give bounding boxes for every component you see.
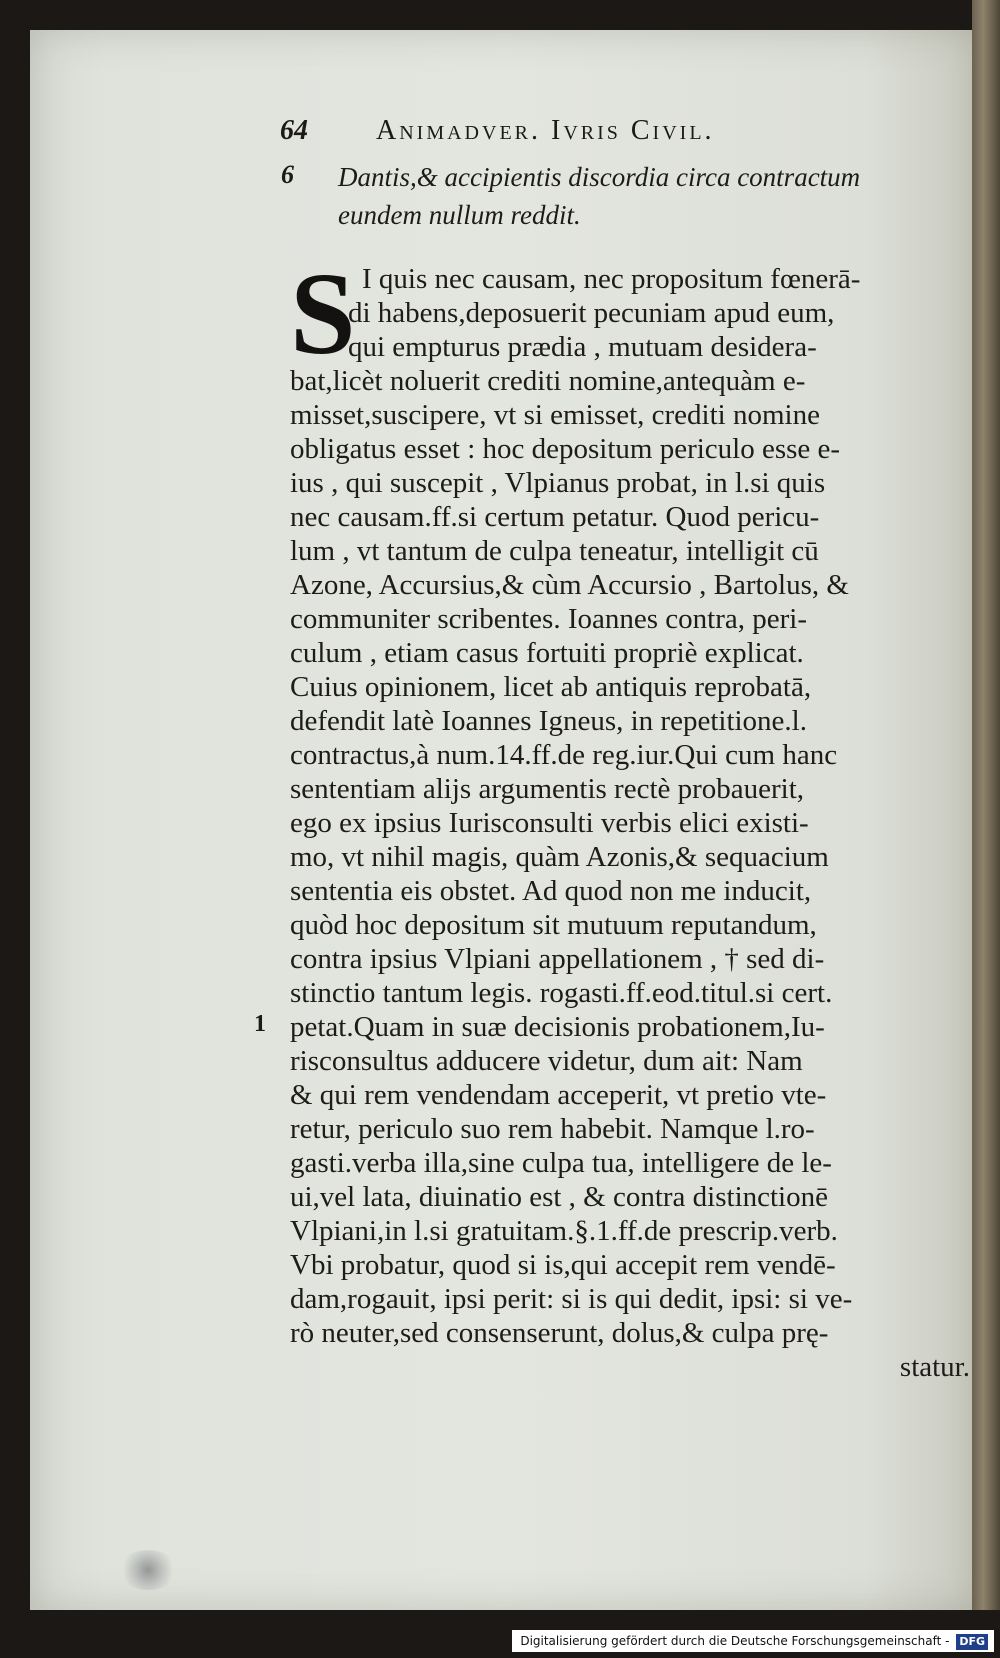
text-line: rò neuter,sed consenserunt, dolus,& culpa prę-	[290, 1317, 829, 1349]
text-line: nec causam.ff.si certum petatur. Quod pericu-	[290, 501, 820, 533]
text-line: stinctio tantum legis. rogasti.ff.eod.titul.si cert.	[290, 977, 833, 1009]
text-line: Vlpiani,in l.si gratuitam.§.1.ff.de prescrip.verb.	[290, 1215, 838, 1247]
page-header	[280, 115, 880, 155]
summary-line: eundem nullum reddit.	[338, 200, 581, 230]
text-line: qui empturus prædia , mutuam desidera-	[348, 331, 817, 363]
credit-text: Digitalisierung gefördert durch die Deutsche Forschungsgemeinschaft -	[520, 1634, 950, 1648]
margin-note-number: 1	[254, 1011, 266, 1037]
summary-number: 6	[281, 160, 294, 189]
text-line: & qui rem vendendam acceperit, vt pretio vte-	[290, 1079, 827, 1111]
text-line: gasti.verba illa,sine culpa tua, intelligere de le-	[290, 1147, 832, 1179]
text-line: I quis nec causam, nec propositum fœnerā-	[362, 263, 861, 295]
ink-smudge	[118, 1550, 178, 1590]
text-line: di habens,deposuerit pecuniam apud eum,	[348, 297, 835, 329]
text-line: bat,licèt noluerit crediti nomine,antequàm e-	[290, 365, 806, 397]
text-line: ius , qui suscepit , Vlpianus probat, in l.si quis	[290, 467, 826, 499]
running-head: Animadver. Ivris Civil.	[376, 115, 715, 146]
text-line: Vbi probatur, quod si is,qui accepit rem vendē-	[290, 1249, 836, 1281]
text-line: Cuius opinionem, licet ab antiquis reprobatā,	[290, 671, 812, 703]
text-line: defendit latè Ioannes Igneus, in repetitione.l.	[290, 705, 807, 737]
page-number: 64	[280, 115, 308, 146]
text-line: obligatus esset : hoc depositum periculo esse e-	[290, 433, 841, 465]
text-line: sententia eis obstet. Ad quod non me inducit,	[290, 875, 812, 907]
text-line: communiter scribentes. Ioannes contra, peri-	[290, 603, 807, 635]
book-spine-edge	[972, 0, 1000, 1610]
text-line: ego ex ipsius Iurisconsulti verbis elici existi-	[290, 807, 809, 839]
digitization-credit	[512, 1630, 994, 1652]
text-line: statur.	[899, 1351, 970, 1383]
text-line: petat.Quam in suæ decisionis probationem,Iu-	[290, 1011, 825, 1043]
text-line: sententiam alijs argumentis rectè probauerit,	[290, 773, 805, 805]
summary-line: Dantis,& accipientis discordia circa contractum	[338, 162, 861, 192]
text-line: lum , vt tantum de culpa teneatur, intelligit cū	[290, 535, 819, 567]
text-line: Azone, Accursius,& cùm Accursio , Bartolus, &	[290, 569, 849, 601]
dfg-logo: DFG	[956, 1634, 988, 1650]
text-line: risconsultus adducere videtur, dum ait: Nam	[290, 1045, 803, 1077]
text-line: contra ipsius Vlpiani appellationem , † sed di-	[290, 943, 825, 975]
text-line: contractus,à num.14.ff.de reg.iur.Qui cum hanc	[290, 739, 838, 771]
text-line: dam,rogauit, ipsi perit: si is qui dedit, ipsi: si ve-	[290, 1283, 853, 1315]
text-line: quòd hoc depositum sit mutuum reputandum,	[290, 909, 817, 941]
summary-heading	[338, 158, 978, 234]
text-line: ui,vel lata, diuinatio est , & contra distinctionē	[290, 1181, 828, 1213]
text-line: misset,suscipere, vt si emisset, crediti nomine	[290, 399, 820, 431]
text-line: mo, vt nihil magis, quàm Azonis,& sequacium	[290, 841, 829, 873]
drop-cap-initial: S	[290, 248, 356, 379]
text-line: culum , etiam casus fortuiti propriè explicat.	[290, 637, 804, 669]
text-line: retur, periculo suo rem habebit. Namque l.ro-	[290, 1113, 815, 1145]
